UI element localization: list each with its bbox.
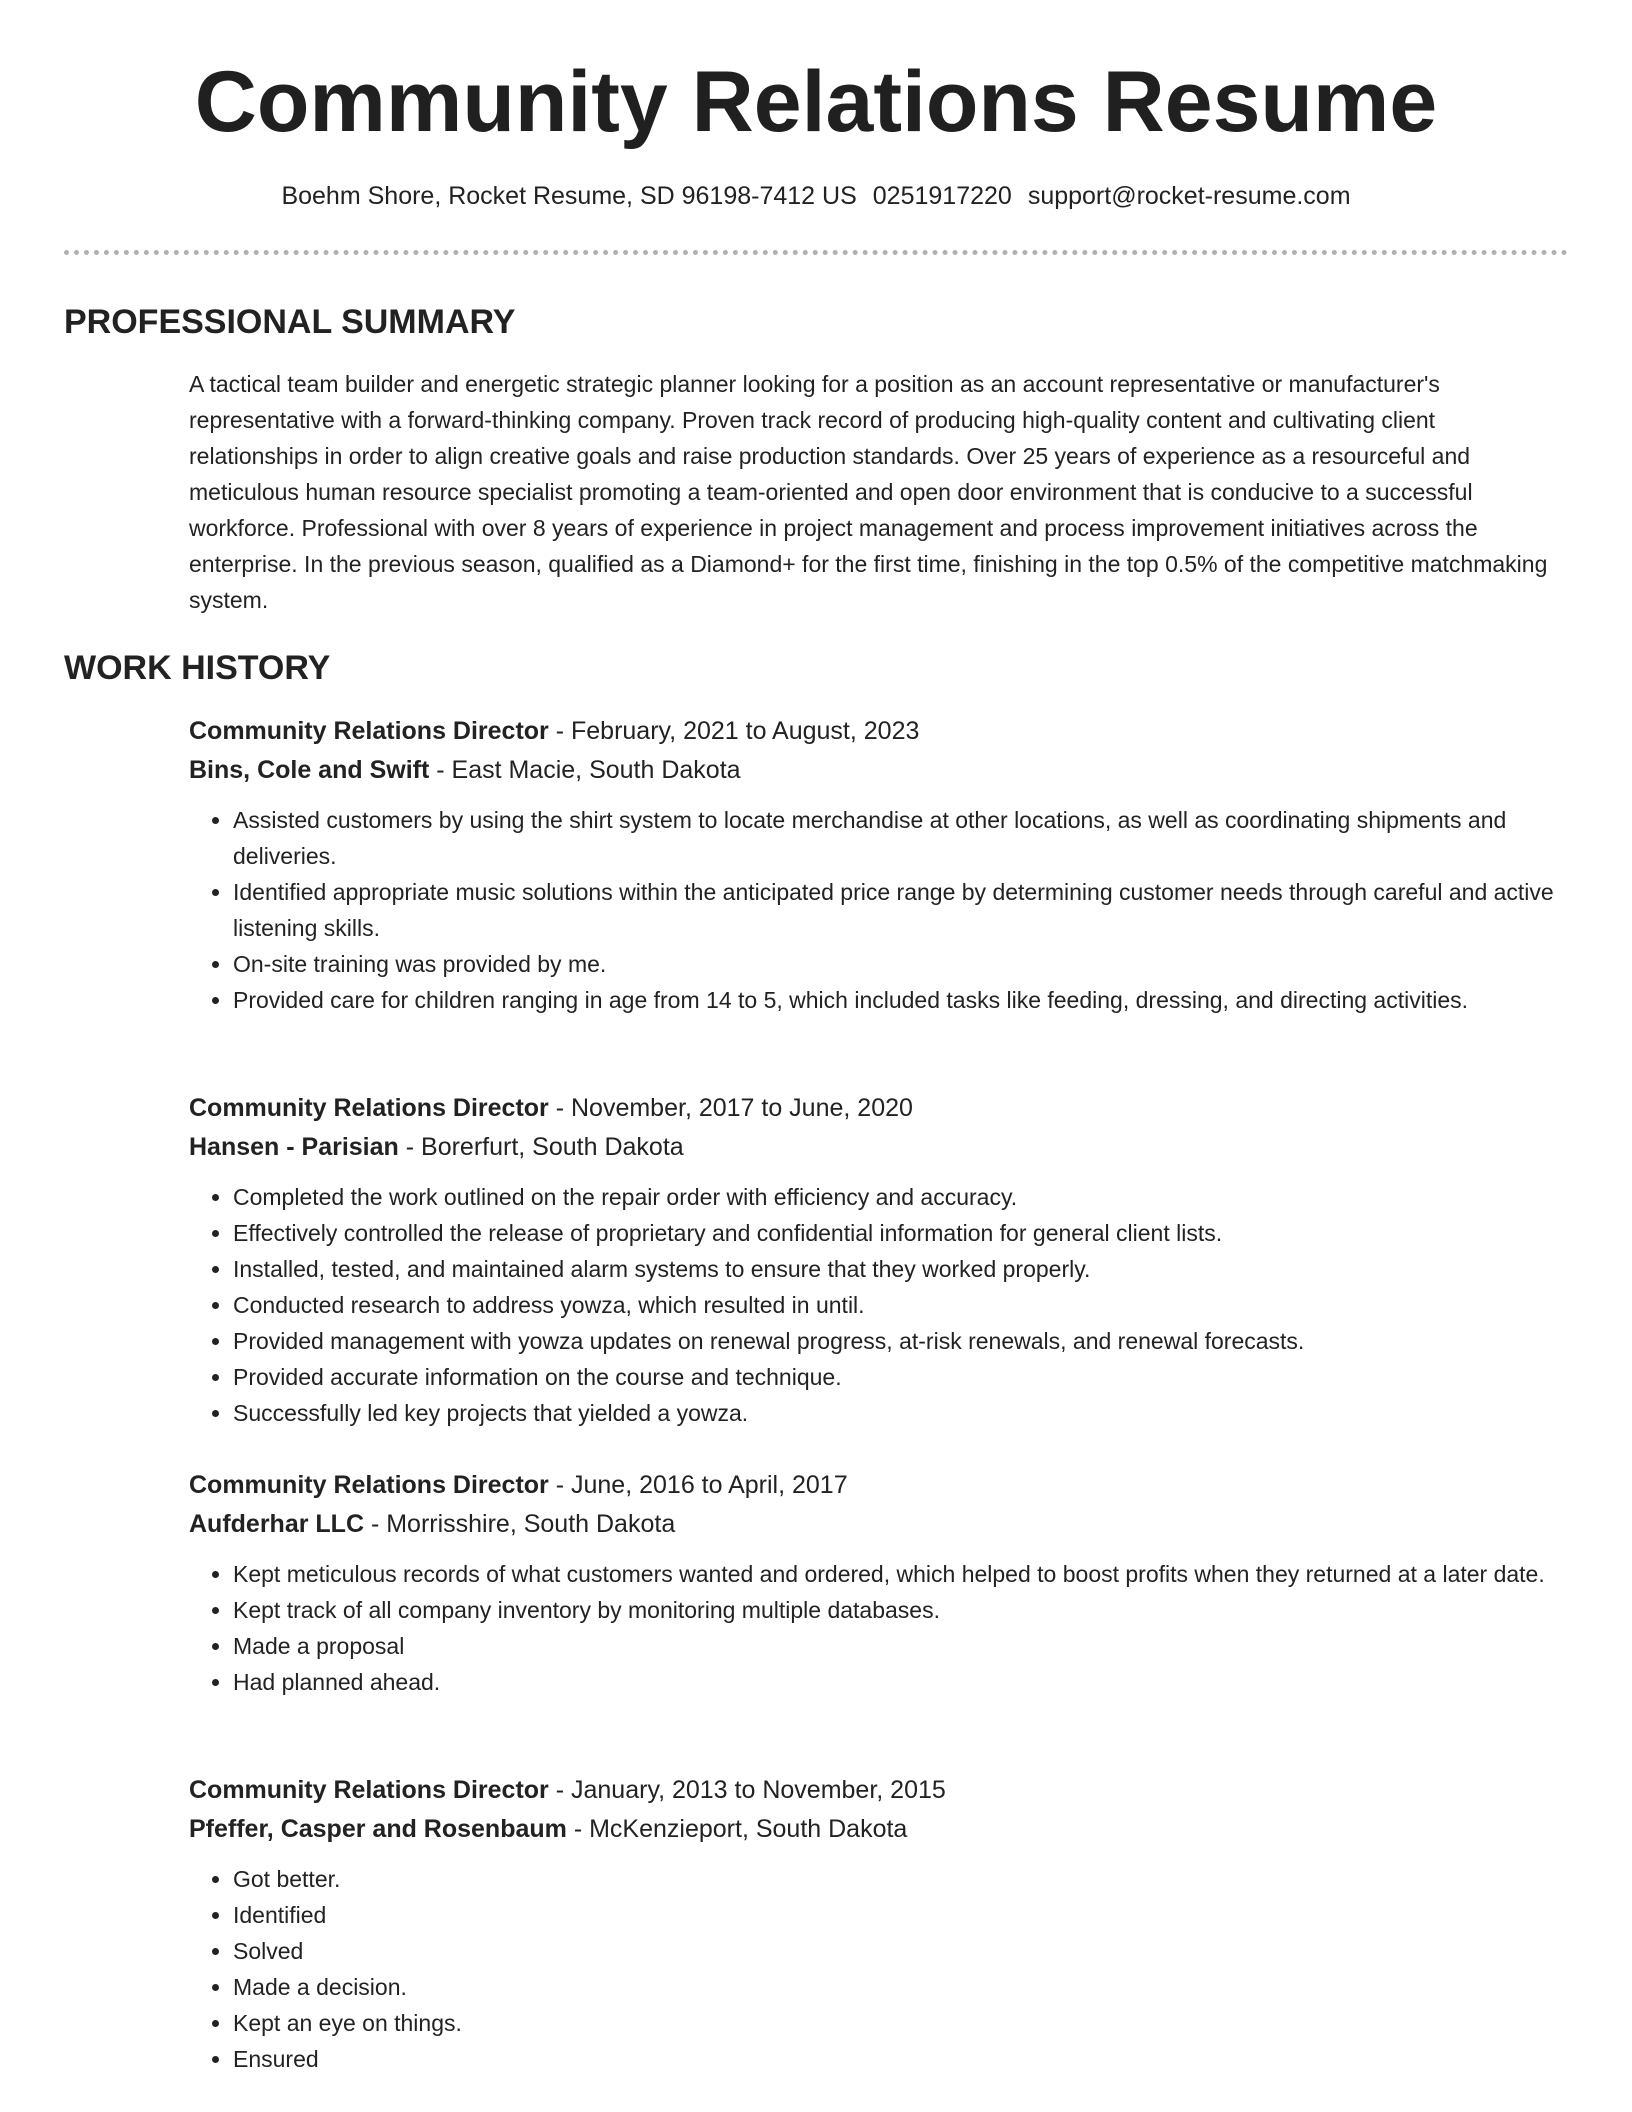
- job-bullets: [189, 1179, 1568, 1431]
- job-bullet: • Had planned ahead.: [233, 1664, 1568, 1700]
- job-title-line: [189, 1089, 1568, 1128]
- job-company: Bins, Cole and Swift: [189, 756, 430, 784]
- job-dates: - June, 2016 to April, 2017: [548, 1471, 848, 1499]
- job-company-line: [189, 1810, 1568, 1849]
- job-bullet: • Kept track of all company inventory by monitoring multiple databases.: [233, 1592, 1568, 1628]
- job-entry: [189, 1089, 1568, 1431]
- job-dates: - November, 2017 to June, 2020: [548, 1094, 913, 1122]
- job-entry: [189, 1771, 1568, 2077]
- job-bullet: • Successfully led key projects that yielded a yowza.: [233, 1395, 1568, 1431]
- job-bullet: • Solved: [233, 1933, 1568, 1969]
- job-bullet: • Kept meticulous records of what customers wanted and ordered, which helped to boost profits when they returned at a later date.: [233, 1556, 1568, 1592]
- job-title: Community Relations Director: [189, 717, 549, 745]
- contact-phone: 0251917220: [872, 182, 1012, 210]
- job-company: Hansen - Parisian: [189, 1133, 399, 1161]
- summary-heading: PROFESSIONAL SUMMARY: [64, 303, 516, 341]
- job-title-line: [189, 712, 1568, 751]
- job-location: - Morrisshire, South Dakota: [364, 1510, 676, 1538]
- job-bullet: • Installed, tested, and maintained alarm systems to ensure that they worked properly.: [233, 1251, 1568, 1287]
- job-company-line: [189, 1505, 1568, 1544]
- job-location: - McKenzieport, South Dakota: [566, 1815, 908, 1843]
- job-location: - East Macie, South Dakota: [429, 756, 741, 784]
- work-history-heading: WORK HISTORY: [64, 649, 331, 687]
- job-title: Community Relations Director: [189, 1471, 549, 1499]
- job-dates: - February, 2021 to August, 2023: [548, 717, 920, 745]
- job-bullet: • Identified: [233, 1897, 1568, 1933]
- job-company: Pfeffer, Casper and Rosenbaum: [189, 1815, 567, 1843]
- contact-email: support@rocket-resume.com: [1027, 182, 1351, 210]
- job-company-line: [189, 751, 1568, 790]
- contact-line: [0, 180, 1632, 212]
- job-bullet: • Effectively controlled the release of proprietary and confidential information for general client lists.: [233, 1215, 1568, 1251]
- job-title: Community Relations Director: [189, 1094, 549, 1122]
- job-bullet: • Assisted customers by using the shirt system to locate merchandise at other locations, as well as coordinating shipments and deliveries.: [233, 802, 1568, 874]
- job-entry: [189, 712, 1568, 1018]
- job-bullet: • Made a proposal: [233, 1628, 1568, 1664]
- job-bullet: • Got better.: [233, 1861, 1568, 1897]
- resume-title: Community Relations Resume: [194, 54, 1438, 150]
- job-title-line: [189, 1466, 1568, 1505]
- contact-address: Boehm Shore, Rocket Resume, SD 96198-7412 US: [281, 182, 857, 210]
- job-title: Community Relations Director: [189, 1776, 549, 1804]
- job-company: Aufderhar LLC: [189, 1510, 364, 1538]
- job-bullets: [189, 1556, 1568, 1700]
- job-bullet: • Kept an eye on things.: [233, 2005, 1568, 2041]
- job-bullet: • Provided care for children ranging in age from 14 to 5, which included tasks like feeding, dressing, and directing activities.: [233, 982, 1568, 1018]
- job-bullet: • Provided accurate information on the course and technique.: [233, 1359, 1568, 1395]
- job-entry: [189, 1466, 1568, 1700]
- job-bullet: • On-site training was provided by me.: [233, 946, 1568, 982]
- job-bullets: [189, 802, 1568, 1018]
- job-bullet: • Provided management with yowza updates on renewal progress, at-risk renewals, and renewal forecasts.: [233, 1323, 1568, 1359]
- job-company-line: [189, 1128, 1568, 1167]
- job-title-line: [189, 1771, 1568, 1810]
- job-bullet: • Ensured: [233, 2041, 1568, 2077]
- summary-text: A tactical team builder and energetic strategic planner looking for a position as an account representative or manufacturer's representative with a forward-thinking company. Proven track record of producing high-quality content and cultivating client relationships in order to align creative goals and raise production standards. Over 25 years of experience as a resourceful and meticulous human resource specialist promoting a team-oriented and open door environment that is conducive to a successful workforce. Professional with over 8 years of experience in project management and process improvement initiatives across the enterprise. In the previous season, qualified as a Diamond+ for the first time, finishing in the top 0.5% of the competitive matchmaking system.: [189, 371, 1548, 613]
- header-divider: [64, 250, 1568, 255]
- job-bullet: • Made a decision.: [233, 1969, 1568, 2005]
- job-dates: - January, 2013 to November, 2015: [548, 1776, 946, 1804]
- job-bullets: [189, 1861, 1568, 2077]
- job-bullet: • Conducted research to address yowza, which resulted in until.: [233, 1287, 1568, 1323]
- job-location: - Borerfurt, South Dakota: [398, 1133, 684, 1161]
- job-bullet: • Identified appropriate music solutions within the anticipated price range by determining customer needs through careful and active listening skills.: [233, 874, 1568, 946]
- job-bullet: • Completed the work outlined on the repair order with efficiency and accuracy.: [233, 1179, 1568, 1215]
